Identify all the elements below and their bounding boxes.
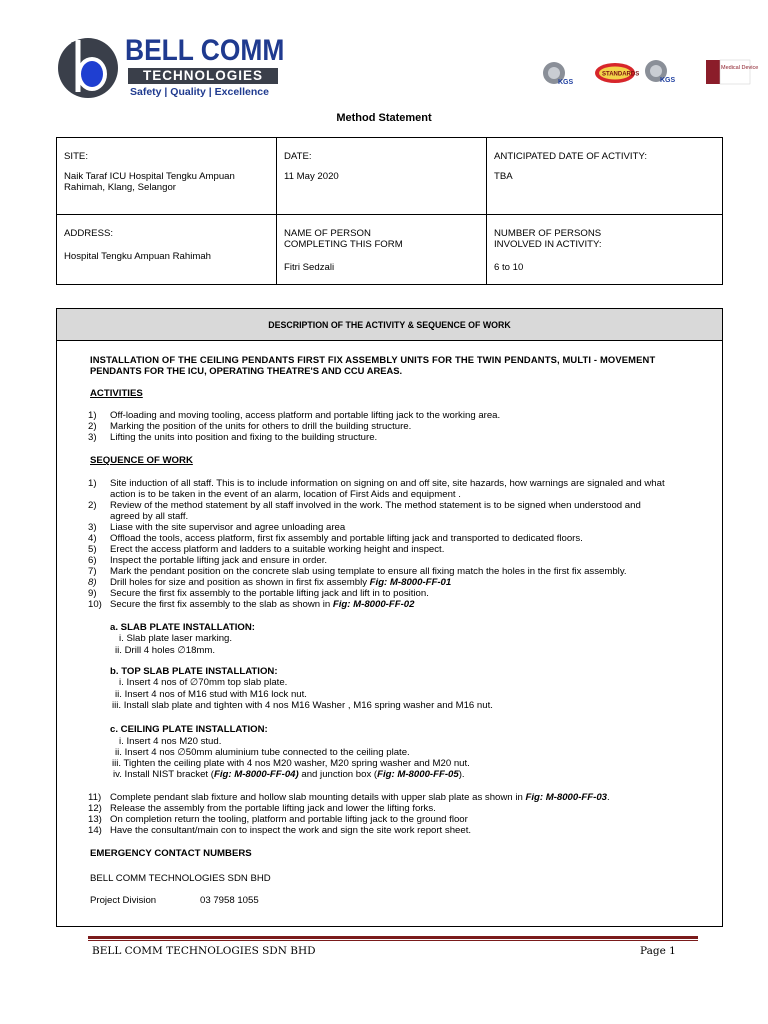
ceiling-plate-step: iii. Tighten the ceiling plate with 4 nos M20 washer, M20 spring washer and M20 nut. [112,758,470,769]
sequence-item: On completion return the tooling, platform and portable lifting jack to the ground floor [110,814,468,825]
sequence-text: Secure the first fix assembly to the slab as shown in [110,599,333,610]
figure-reference: Fig: M-8000-FF-01 [369,577,452,588]
sequence-item: Release the assembly from the portable lifting jack and lower the lifting forks. [110,803,436,814]
activity-number: 3) [88,432,97,443]
svg-text:KGS: KGS [558,79,574,86]
date-value: 11 May 2020 [284,171,339,182]
site-label: SITE: [64,151,88,162]
intro-line-2: PENDANTS FOR THE ICU, OPERATING THEATRE'S AND CCU AREAS. [90,365,403,376]
address-label: ADDRESS: [64,228,114,239]
brand-name: BELL COMM [125,34,285,67]
activities-title: ACTIVITIES [90,388,143,399]
emergency-title: EMERGENCY CONTACT NUMBERS [90,848,252,859]
anticipated-date-value: TBA [494,171,513,182]
activity-item: Lifting the units into position and fixing to the building structure. [110,432,378,443]
sequence-text: Drill holes for size and position as shown in first fix assembly [110,577,370,588]
ceiling-plate-title: c. CEILING PLATE INSTALLATION: [110,724,268,735]
activity-item: Marking the position of the units for others to drill the building structure. [110,421,412,432]
sequence-number: 2) [88,500,97,511]
sequence-item-cont: action is to be taken in the event of an alarm, location of First Aids and equipment . [110,489,461,500]
sequence-number: 14) [88,825,102,836]
sequence-number: 6) [88,555,97,566]
top-slab-plate-step: i. Insert 4 nos of ∅70mm top slab plate. [119,677,288,688]
sequence-item [110,577,451,588]
ceiling-plate-step [113,769,465,780]
sequence-item: Site induction of all staff. This is to include information on signing on and off site, site hazards, how warnings are signaled and what [110,478,665,489]
certification-logos [538,58,759,98]
sequence-item: Liase with the site supervisor and agree unloading area [110,522,346,533]
sequence-number: 12) [88,803,102,814]
site-value-line-1: Naik Taraf ICU Hospital Tengku Ampuan [64,171,235,182]
slab-plate-step: i. Slab plate laser marking. [119,633,233,644]
contact-label: Project Division [90,895,157,906]
sequence-number: 11) [88,792,102,803]
step-text: and junction box ( [298,769,378,780]
figure-reference: Fig: M-8000-FF-02 [332,599,415,610]
kgs-cert-logo-icon [642,58,676,86]
sequence-item: Review of the method statement by all staff involved in the work. The method statement is to be signed when understood and [110,500,641,511]
figure-reference: Fig: M-8000-FF-05 [377,769,459,780]
info-table [56,137,723,285]
sequence-number: 10) [88,599,102,610]
sequence-number: 4) [88,533,97,544]
sequence-item: Erect the access platform and ladders to a suitable working height and inspect. [110,544,445,555]
footer-company: BELL COMM TECHNOLOGIES SDN BHD [92,945,316,957]
step-text: ). [458,769,465,780]
persons-count-label-line-2: INVOLVED IN ACTIVITY: [494,239,602,250]
sequence-item: Secure the first fix assembly to the portable lifting jack and lift in to position. [110,588,429,599]
top-slab-plate-title: b. TOP SLAB PLATE INSTALLATION: [110,666,278,677]
sequence-item: Inspect the portable lifting jack and ensure in order. [110,555,328,566]
sequence-number: 1) [88,478,97,489]
sequence-number: 8) [88,577,97,588]
description-heading: DESCRIPTION OF THE ACTIVITY & SEQUENCE OF WORK [57,309,722,341]
contact-number: 03 7958 1055 [200,895,259,906]
slab-plate-step: ii. Drill 4 holes ∅18mm. [115,645,216,656]
intro-line-1: INSTALLATION OF THE CEILING PENDANTS FIRST FIX ASSEMBLY UNITS FOR THE TWIN PENDANTS, MULTI - MOVEMENT [90,354,656,365]
person-value: Fitri Sedzali [284,262,335,273]
address-value: Hospital Tengku Ampuan Rahimah [64,251,212,262]
sequence-item [110,599,414,610]
sequence-item: Mark the pendant position on the concrete slab using template to ensure all fixing match the holes in the first fix assembly. [110,566,627,577]
footer-rule [88,936,698,939]
step-text: iv. Install NIST bracket ( [113,769,214,780]
kgs-cert-logo-icon [540,60,574,88]
brand-subtitle: TECHNOLOGIES [128,68,278,84]
activity-number: 1) [88,410,97,421]
top-slab-plate-step: ii. Insert 4 nos of M16 stud with M16 lock nut. [115,689,307,700]
sequence-number: 5) [88,544,97,555]
person-label-line-2: COMPLETING THIS FORM [284,239,403,250]
activity-number: 2) [88,421,97,432]
sequence-number: 7) [88,566,97,577]
standards-cert-logo-icon [594,62,640,84]
site-value-line-2: Rahimah, Klang, Selangor [64,182,176,193]
anticipated-date-label: ANTICIPATED DATE OF ACTIVITY: [494,151,647,162]
medical-device-logo-icon [706,60,759,84]
bellcomm-logo-icon [58,34,122,102]
description-box [56,308,723,927]
sequence-text: Complete pendant slab fixture and hollow slab mounting details with upper slab plate as shown in [110,792,526,803]
persons-count-value: 6 to 10 [494,262,524,273]
figure-reference: Fig: M-8000-FF-04) [213,769,299,780]
sequence-number: 3) [88,522,97,533]
sequence-text: . [607,792,610,803]
sequence-item [110,792,610,803]
page-number: Page 1 [640,945,676,957]
sequence-title: SEQUENCE OF WORK [90,455,193,466]
ceiling-plate-step: ii. Insert 4 nos ∅50mm aluminium tube connected to the ceiling plate. [115,747,410,758]
svg-text:Medical Device: Medical Device [721,65,759,71]
slab-plate-title: a. SLAB PLATE INSTALLATION: [110,622,255,633]
ceiling-plate-step: i. Insert 4 nos M20 stud. [119,736,222,747]
person-label-line-1: NAME OF PERSON [284,228,371,239]
page-title: Method Statement [336,112,432,124]
figure-reference: Fig: M-8000-FF-03 [525,792,608,803]
sequence-item: Offload the tools, access platform, first fix assembly and portable lifting jack and transported to dedicated floors. [110,533,583,544]
sequence-item-cont: agreed by all staff. [110,511,189,522]
emergency-company: BELL COMM TECHNOLOGIES SDN BHD [90,873,271,884]
sequence-number: 9) [88,588,97,599]
brand-tagline: Safety | Quality | Excellence [130,86,269,98]
sequence-number: 13) [88,814,102,825]
persons-count-label-line-1: NUMBER OF PERSONS [494,228,602,239]
top-slab-plate-step: iii. Install slab plate and tighten with 4 nos M16 Washer , M16 spring washer and M16 nut. [112,700,493,711]
date-label: DATE: [284,151,312,162]
svg-text:KGS: KGS [660,77,676,84]
sequence-item: Have the consultant/main con to inspect the work and sign the site work report sheet. [110,825,472,836]
svg-text:STANDARDS: STANDARDS [602,71,640,78]
activity-item: Off-loading and moving tooling, access platform and portable lifting jack to the working area. [110,410,501,421]
footer-rule-thin [88,940,698,941]
